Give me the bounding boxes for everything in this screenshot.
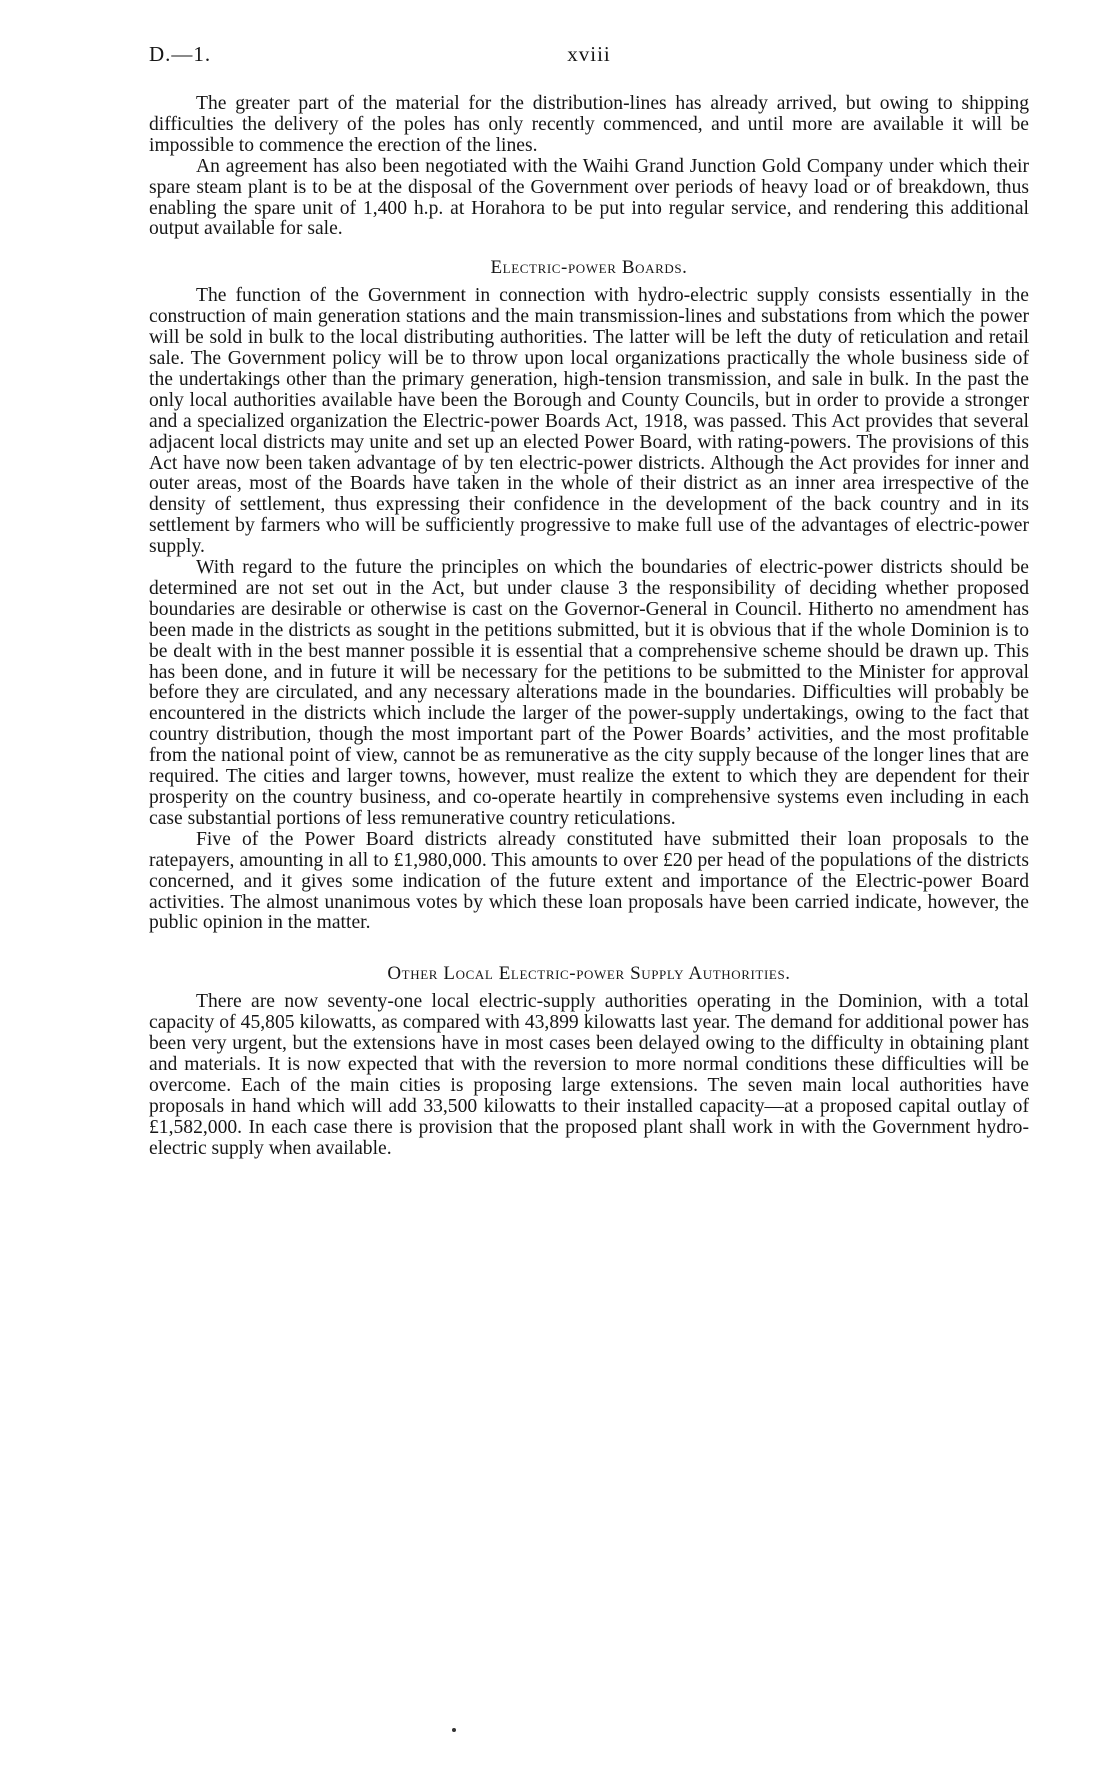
paragraph-local-supply-authorities: There are now seventy-one local electric-supply authorities operating in the Dominion, with a total capacity of 45,805 kilowatts, as compared with 43,899 kilowatts last year. The demand for additional power has been very urgent, but the extensions have in most cases been delayed owing to the difficulty in obtaining plant and materials. It is now expected that with the reversion to more normal conditions these difficulties will be overcome. Each of the main cities is proposing large extensions. The seven main local authorities have proposals in hand which will add 33,500 kilowatts to their installed capacity—at a proposed capital outlay of £1,582,000. In each case there is provision that the proposed plant shall work in with the Government hydro-electric supply when available. (149, 991, 1029, 1159)
document-reference: D.—1. (149, 42, 212, 66)
paragraph-distribution-lines: The greater part of the material for the distribution-lines has already arrived, but owing to shipping difficulties the delivery of the poles has only recently commenced, and until more are available it will be impossible to commence the erection of the lines. (149, 93, 1029, 156)
paragraph-district-boundaries: With regard to the future the principles on which the boundaries of electric-power districts should be determined are not set out in the Act, but under clause 3 the responsibility of deciding whether proposed boundaries are desirable or otherwise is cast on the Governor-General in Council. Hitherto no amendment has been made in the districts as sought in the petitions submitted, but it is obvious that if the whole Dominion is to be dealt with in the best manner possible it is essential that a comprehensive scheme should be drawn up. This has been done, and in future it will be necessary for the petitions to be submitted to the Minister for approval before they are circulated, and any necessary alterations made in the boundaries. Difficulties will probably be encountered in the districts which include the larger of the power-supply undertakings, owing to the fact that country distribution, though the most important part of the Power Boards’ activities, and the most profitable from the national point of view, cannot be as remunerative as the city supply because of the longer lines that are required. The cities and larger towns, however, must realize the extent to which they are dependent for their prosperity on the country business, and co-operate heartily in comprehensive systems even including in each case substantial portions of less remunerative country reticulations. (149, 557, 1029, 829)
paragraph-loan-proposals: Five of the Power Board districts already constituted have submitted their loan proposals to the ratepayers, amounting in all to £1,980,000. This amounts to over £20 per head of the populations of the districts concerned, and it gives some indication of the future extent and importance of the Electric-power Board activities. The almost unanimous votes by which these loan proposals have been carried indicate, however, the public opinion in the matter. (149, 828, 1029, 934)
paragraph-waihi-agreement: An agreement has also been negotiated with the Waihi Grand Junction Gold Company under which their spare steam plant is to be at the disposal of the Government over periods of heavy load or of breakdown, thus enabling the spare unit of 1,400 h.p. at Horahora to be put into regular service, and rendering this additional output available for sale. (149, 155, 1029, 240)
paragraph-government-function: The function of the Government in connection with hydro-electric supply consists essentially in the construction of main generation stations and the main transmission-lines and substations from which the power will be sold in bulk to the local distributing authorities. The latter will be left the duty of reticulation and retail sale. The Government policy will be to throw upon local organizations practically the whole business side of the undertakings other than the primary generation, high-tension transmission, and sale in bulk. In the past the only local authorities available have been the Borough and County Councils, but in order to provide a stronger and a specialized organization the Electric-power Boards Act, 1918, was passed. This Act provides that several adjacent local districts may unite and set up an elected Power Board, with rating-powers. The provisions of this Act have now been taken advantage of by ten electric-power districts. Although the Act provides for inner and outer areas, most of the Boards have taken in the whole of their district as an inner area irrespective of the density of settlement, thus expressing their confidence in the development of the back country and in its settlement by farmers who will be sufficiently progressive to make full use of the advantages of electric-power supply. (149, 285, 1029, 558)
printer-mark (452, 1728, 456, 1732)
page-header (149, 42, 1029, 72)
section-heading-electric-power-boards: Electric-power Boards. (490, 257, 688, 279)
section-heading-other-local-authorities: Other Local Electric-power Supply Authorities. (387, 963, 791, 985)
page-number: xviii (567, 42, 611, 66)
document-body (149, 94, 1029, 1160)
